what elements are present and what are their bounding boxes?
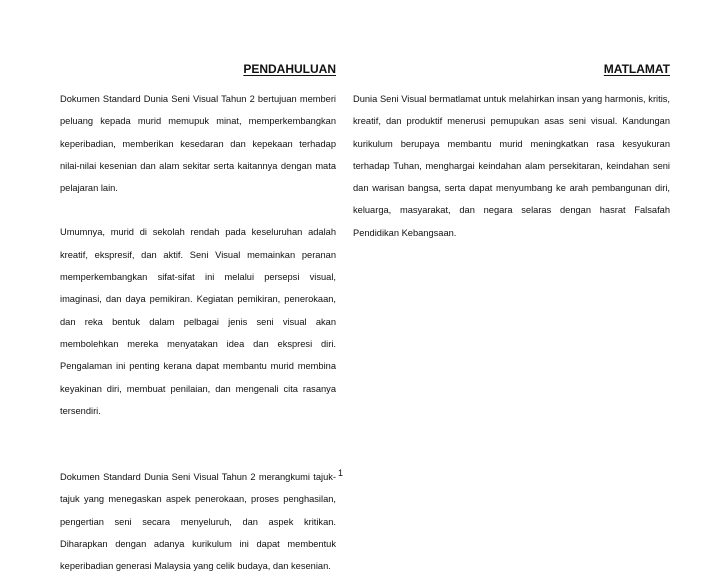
paragraph-matlamat: Dunia Seni Visual bermatlamat untuk melahirkan insan yang harmonis, kritis, kreatif, dan produktif menerusi pemupukan asas seni visual. Kandungan kurikulum berupaya membantu murid meningkatkan rasa kesyukuran terhadap Tuhan, menghargai keindahan alam persekitaran, keindahan seni dan warisan bangsa, serta dapat menyumbang ke arah pembangunan diri, keluarga, masyarakat, dan negara selaras dengan hasrat Falsafah Pendidikan Kebangsaan. xyxy=(353,94,670,238)
page-number: 1 xyxy=(338,468,344,478)
section-heading-pendahuluan: PENDAHULUAN xyxy=(243,62,336,76)
section-heading-matlamat: MATLAMAT xyxy=(603,62,670,76)
pendahuluan-section xyxy=(60,62,336,578)
paragraph-3: Dokumen Standard Dunia Seni Visual Tahun 2 merangkumi tajuk-tajuk yang menegaskan aspek penerokaan, proses penghasilan, pengertian seni secara menyeluruh, dan aspek kritikan. Diharapkan dengan adanya kurikulum ini dapat membentuk keperibadian generasi Malaysia yang celik budaya, dan kesenian. xyxy=(60,472,336,572)
paragraph-2: Umumnya, murid di sekolah rendah pada keseluruhan adalah kreatif, ekspresif, dan aktif. Seni Visual memainkan peranan memperkembangkan sifat-sifat ini melalui persepsi visual, imaginasi, dan daya pemikiran. Kegiatan pemikiran, penerokaan, dan reka bentuk dalam pelbagai jenis seni visual akan membolehkan mereka menyatakan idea dan ekspresi diri. Pengalaman ini penting kerana dapat membantu murid membina keyakinan diri, membuat penilaian, dan mengenali cita rasanya tersendiri. xyxy=(60,227,336,416)
paragraph-1: Dokumen Standard Dunia Seni Visual Tahun 2 bertujuan memberi peluang kepada murid memupuk minat, memperkembangkan keperibadian, memberikan kesedaran dan kepekaan terhadap nilai-nilai kesenian dan alam sekitar serta kaitannya dengan mata pelajaran lain. xyxy=(60,94,336,194)
matlamat-section xyxy=(353,62,670,244)
